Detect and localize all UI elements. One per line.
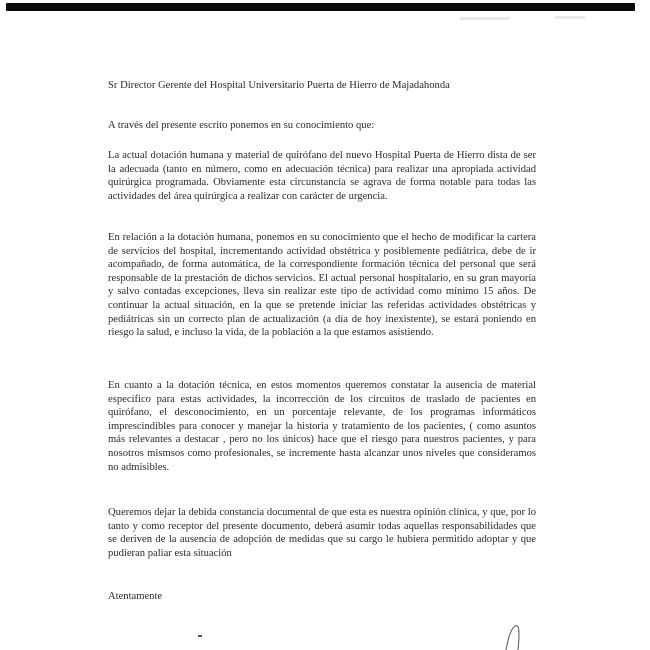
signature-mark-icon bbox=[500, 620, 530, 650]
paragraph-dotacion-humana: En relación a la dotación humana, ponemos en su conocimiento que el hecho de modificar la cartera de servicios del hospital, incrementando actividad obstétrica y posiblemente pediátrica, debe de ir acompañado, de forma automática, de la correspondiente formación técnica del personal que será responsable de la prestación de dichos servicios. El actual personal hospitalario, en su gran mayoría y salvo contadas excepciones, lleva sin realizar este tipo de actividad como mínimo 15 años. De continuar la actual situación, en la que se pretende iniciar las referidas actividades obstétricas y pediátricas sin un correcto plan de actualización (a día de hoy inexistente), se estará poniendo en riesgo la salud, e incluso la vida, de la población a la que estamos asistiendo. bbox=[108, 232, 536, 339]
paragraph-quirofano: La actual dotación humana y material de quirófano del nuevo Hospital Puerta de Hierro dista de ser la adecuada (tanto en número, como en adecuación técnica) para realizar una apropiada actividad quirúrgica programada. Obviamente esta circunstancia se agrava de forma notable para todas las actividades del área quirúrgica a realizar con carácter de urgencia. bbox=[108, 150, 536, 202]
scan-speck bbox=[198, 635, 202, 637]
paragraph-responsabilidades: Queremos dejar la debida constancia documental de que esta es nuestra opinión clínica, y que, por lo tanto y como receptor del presente documento, deberá asumir todas aquellas responsabilidades que se deriven de la ausencia de adopción de medidas que su cargo le hubiera permitido adoptar y que pudieran paliar esta situación bbox=[108, 507, 536, 559]
letter-addressee: Sr Director Gerente del Hospital Universitario Puerta de Hierro de Majadahonda bbox=[108, 80, 450, 91]
scan-artifact bbox=[460, 17, 510, 20]
scanned-header-bar bbox=[6, 3, 635, 11]
letter-closing: Atentamente bbox=[108, 591, 163, 602]
letter-intro: A través del presente escrito ponemos en su conocimiento que: bbox=[108, 120, 375, 131]
scan-artifact bbox=[555, 16, 585, 19]
paragraph-dotacion-tecnica: En cuanto a la dotación técnica, en estos momentos queremos constatar la ausencia de material específico para estas actividades, la incorrección de los circuitos de traslado de pacientes en quirófano, el desconocimiento, en un porcentaje relevante, de los programas informáticos imprescindibles para conocer y manejar la historia y tratamiento de los pacientes, ( como asuntos más relevantes a destacar , pero no los únicos) hace que el riesgo para nuestros pacientes, y para nosotros mismsos como profesionales, se incremente hasta alcanzar unos niveles que consideramos no admisibles. bbox=[108, 380, 536, 473]
